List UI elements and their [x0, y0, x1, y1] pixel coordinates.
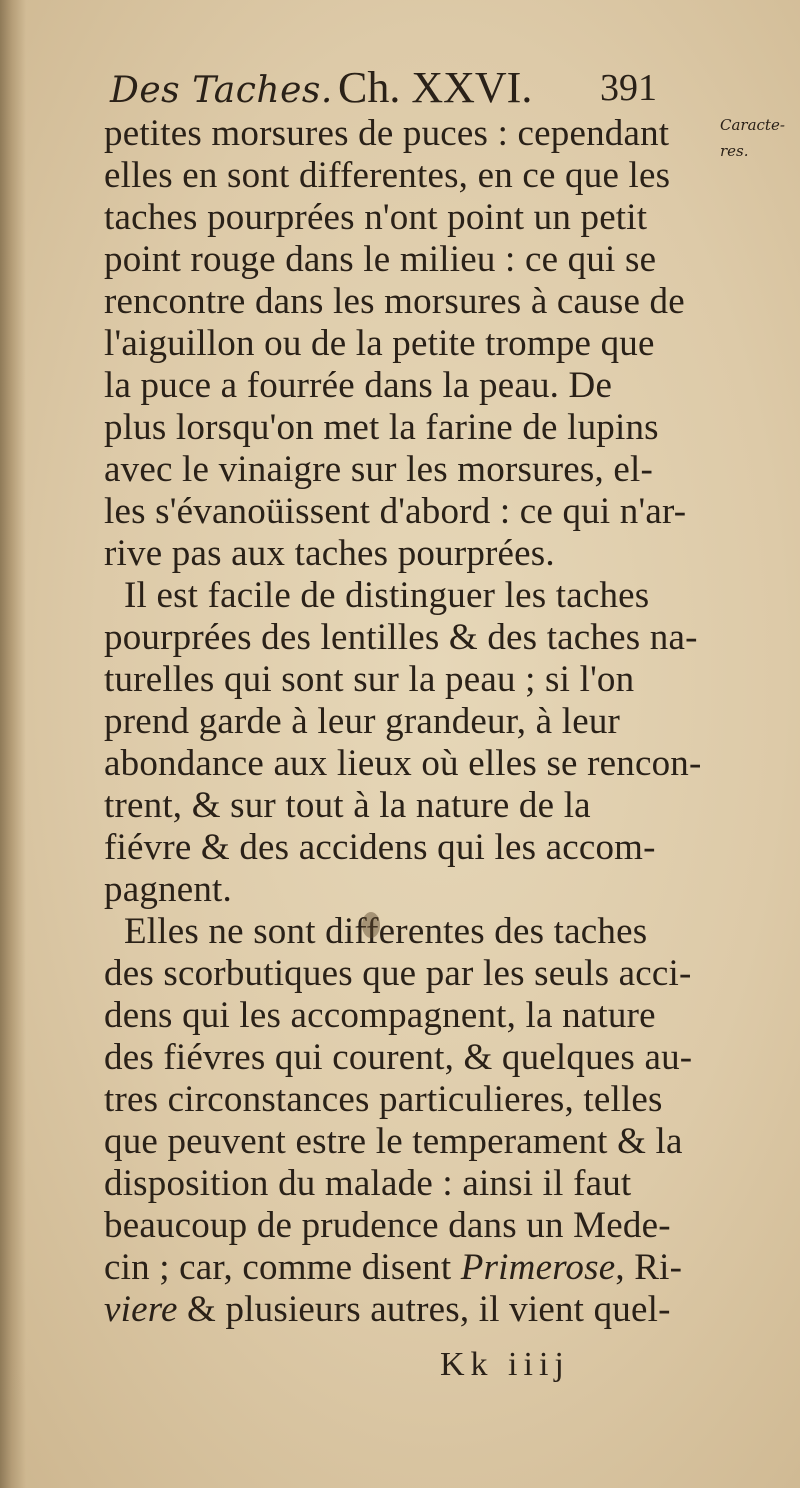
running-title: Des Taches.: [110, 70, 333, 111]
text-line: des scorbutiques que par les seuls acci-: [104, 953, 692, 994]
text-line: les s'évanoüissent d'abord : ce qui n'ar-: [104, 491, 687, 532]
margin-note-line: Caracte-: [720, 116, 785, 134]
text-line: pourprées des lentilles & des taches na-: [104, 617, 698, 658]
text-line: Elles ne sont differentes des taches: [124, 911, 648, 952]
text-line: dens qui les accompagnent, la nature: [104, 995, 656, 1036]
text-line: turelles qui sont sur la peau ; si l'on: [104, 659, 635, 700]
text-line: trent, & sur tout à la nature de la: [104, 785, 591, 826]
text-line: elles en sont differentes, en ce que les: [104, 155, 671, 196]
text-line: la puce a fourrée dans la peau. De: [104, 365, 613, 406]
text-line: rive pas aux taches pourprées.: [104, 533, 555, 574]
text-line: petites morsures de puces : cependant: [104, 113, 670, 154]
text-fragment: & plusieurs autres, il vient quel-: [187, 1289, 671, 1330]
chapter-heading: Ch. XXVI.: [338, 63, 533, 112]
text-line: [104, 1248, 704, 1290]
text-line: [104, 1290, 704, 1332]
text-line: plus lorsqu'on met la farine de lupins: [104, 407, 659, 448]
margin-note-line: res.: [720, 142, 749, 160]
text-line: abondance aux lieux où elles se rencon-: [104, 743, 702, 784]
binding-gutter: [0, 0, 26, 1488]
ink-stain: [362, 912, 380, 938]
text-fragment: cin ; car, comme disent: [104, 1247, 452, 1288]
text-line: prend garde à leur grandeur, à leur: [104, 701, 621, 742]
text-fragment: , Ri-: [615, 1247, 683, 1288]
text-line: tres circonstances particulieres, telles: [104, 1079, 663, 1120]
text-line: taches pourprées n'ont point un petit: [104, 197, 648, 238]
text-line: rencontre dans les morsures à cause de: [104, 281, 685, 322]
signature-mark: Kk iiij: [440, 1346, 570, 1383]
running-header: [110, 62, 670, 118]
margin-note: [720, 112, 800, 164]
author-name: viere: [104, 1289, 178, 1330]
text-line: que peuvent estre le temperament & la: [104, 1121, 683, 1162]
author-name: Primerose: [460, 1247, 616, 1288]
text-line: l'aiguillon ou de la petite trompe que: [104, 323, 655, 364]
text-line: des fiévres qui courent, & quelques au-: [104, 1037, 693, 1078]
text-line: point rouge dans le milieu : ce qui se: [104, 239, 657, 280]
text-line: avec le vinaigre sur les morsures, el-: [104, 449, 654, 490]
text-line: Il est facile de distinguer les taches: [124, 575, 650, 616]
text-line: pagnent.: [104, 869, 232, 910]
text-line: beaucoup de prudence dans un Mede-: [104, 1205, 671, 1246]
text-line: disposition du malade : ainsi il faut: [104, 1163, 632, 1204]
text-line: fiévre & des accidens qui les accom-: [104, 827, 656, 868]
page-number: 391: [600, 67, 657, 109]
